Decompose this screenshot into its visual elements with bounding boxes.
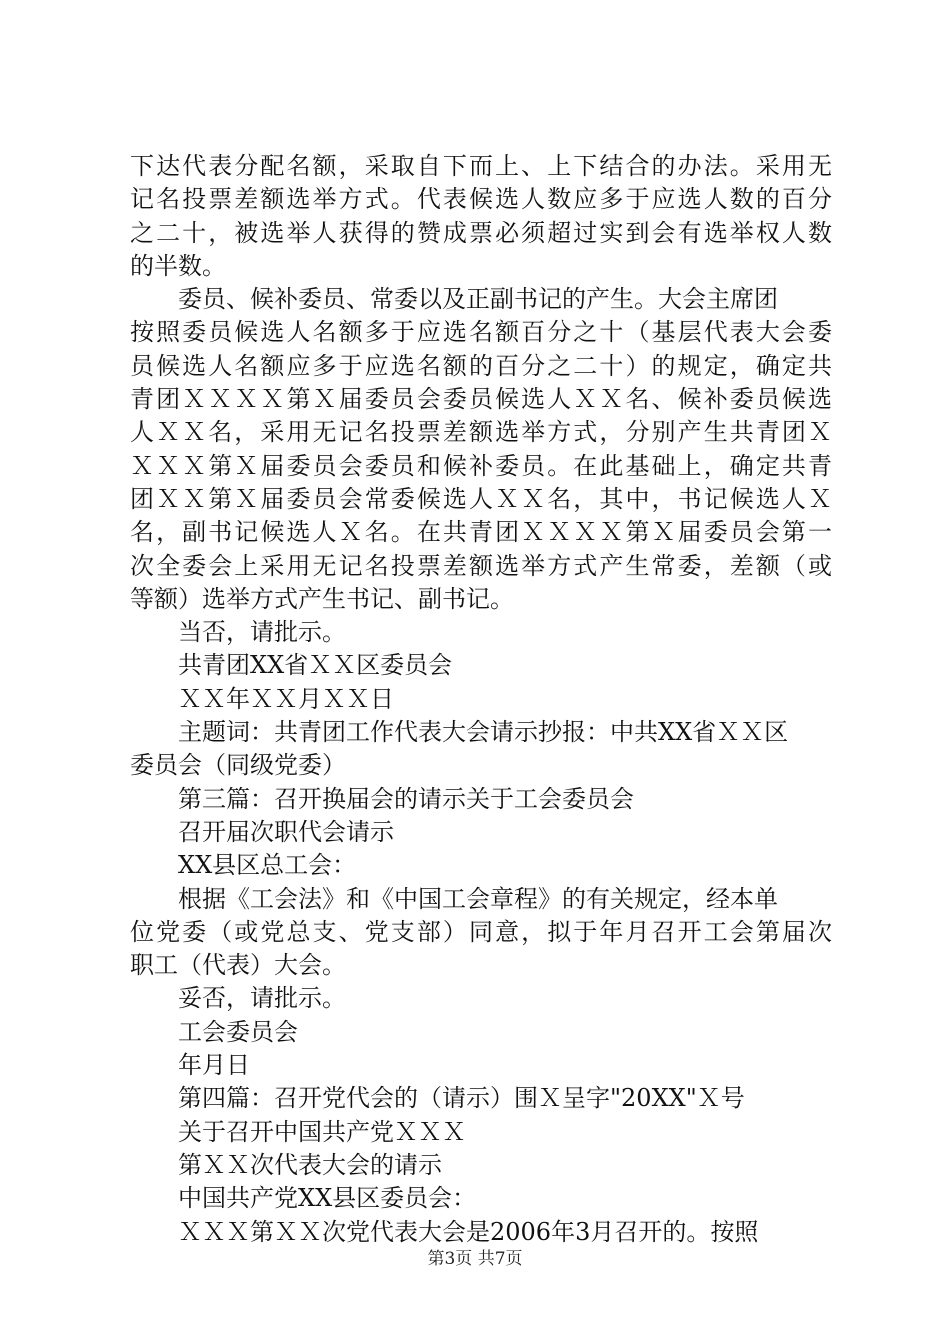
- text-line: 工会委员会: [178, 1017, 298, 1046]
- text-line: 共青团XX省ＸＸ区委员会: [178, 651, 453, 680]
- text-line: 关于召开中国共产党ＸＸＸ: [178, 1117, 466, 1146]
- text-line: 的半数。: [130, 251, 226, 280]
- text-line: 妥否，请批示。: [178, 984, 346, 1013]
- text-line: 当否，请批示。: [178, 618, 346, 647]
- text-line: ＸＸ年ＸＸ月ＸＸ日: [178, 684, 394, 713]
- text-line: 等额）选举方式产生书记、副书记。: [130, 584, 514, 613]
- text-line: 按照委员候选人名额多于应选名额百分之十（基层代表大会委: [130, 318, 832, 347]
- text-line: 人ＸＸ名，采用无记名投票差额选举方式，分别产生共青团Ｘ: [130, 418, 832, 447]
- text-line: 召开届次职代会请示: [178, 817, 394, 846]
- text-line: 之二十，被选举人获得的赞成票必须超过实到会有选举权人数: [130, 218, 832, 247]
- text-line: ＸＸＸ第Ｘ届委员会委员和候补委员。在此基础上，确定共青: [130, 451, 832, 480]
- page-number-footer: 第3页 共7页: [427, 1249, 523, 1269]
- text-line: 委员会（同级党委）: [130, 751, 346, 780]
- text-line: 第四篇：召开党代会的（请示）围Ｘ呈字"20XX"Ｘ号: [178, 1084, 745, 1113]
- text-line: ＸＸＸ第ＸＸ次党代表大会是2006年3月召开的。按照: [178, 1217, 759, 1246]
- text-line: 根据《工会法》和《中国工会章程》的有关规定，经本单: [178, 884, 778, 913]
- text-line: 主题词：共青团工作代表大会请示抄报：中共XX省ＸＸ区: [178, 718, 789, 747]
- text-line: 名，副书记候选人Ｘ名。在共青团ＸＸＸＸ第Ｘ届委员会第一: [130, 518, 832, 547]
- text-line: XX县区总工会：: [178, 851, 357, 880]
- text-line: 职工（代表）大会。: [130, 951, 346, 980]
- text-line: 中国共产党XX县区委员会：: [178, 1184, 477, 1213]
- text-line: 年月日: [178, 1051, 250, 1080]
- text-line: 第ＸＸ次代表大会的请示: [178, 1150, 442, 1179]
- text-line: 第三篇：召开换届会的请示关于工会委员会: [178, 784, 634, 813]
- text-line: 团ＸＸ第Ｘ届委员会常委候选人ＸＸ名，其中，书记候选人Ｘ: [130, 484, 832, 513]
- text-line: 委员、候补委员、常委以及正副书记的产生。大会主席团: [178, 285, 778, 314]
- text-line: 位党委（或党总支、党支部）同意，拟于年月召开工会第届次: [130, 917, 832, 946]
- text-line: 记名投票差额选举方式。代表候选人数应多于应选人数的百分: [130, 185, 832, 214]
- text-line: 下达代表分配名额，采取自下而上、上下结合的办法。采用无: [130, 152, 832, 180]
- text-line: 次全委会上采用无记名投票差额选举方式产生常委，差额（或: [130, 551, 832, 580]
- text-line: 青团ＸＸＸＸ第Ｘ届委员会委员候选人ＸＸ名、候补委员候选: [130, 385, 832, 414]
- document-body: [130, 150, 832, 1249]
- text-line: 员候选人名额应多于应选名额的百分之二十）的规定，确定共: [130, 351, 832, 380]
